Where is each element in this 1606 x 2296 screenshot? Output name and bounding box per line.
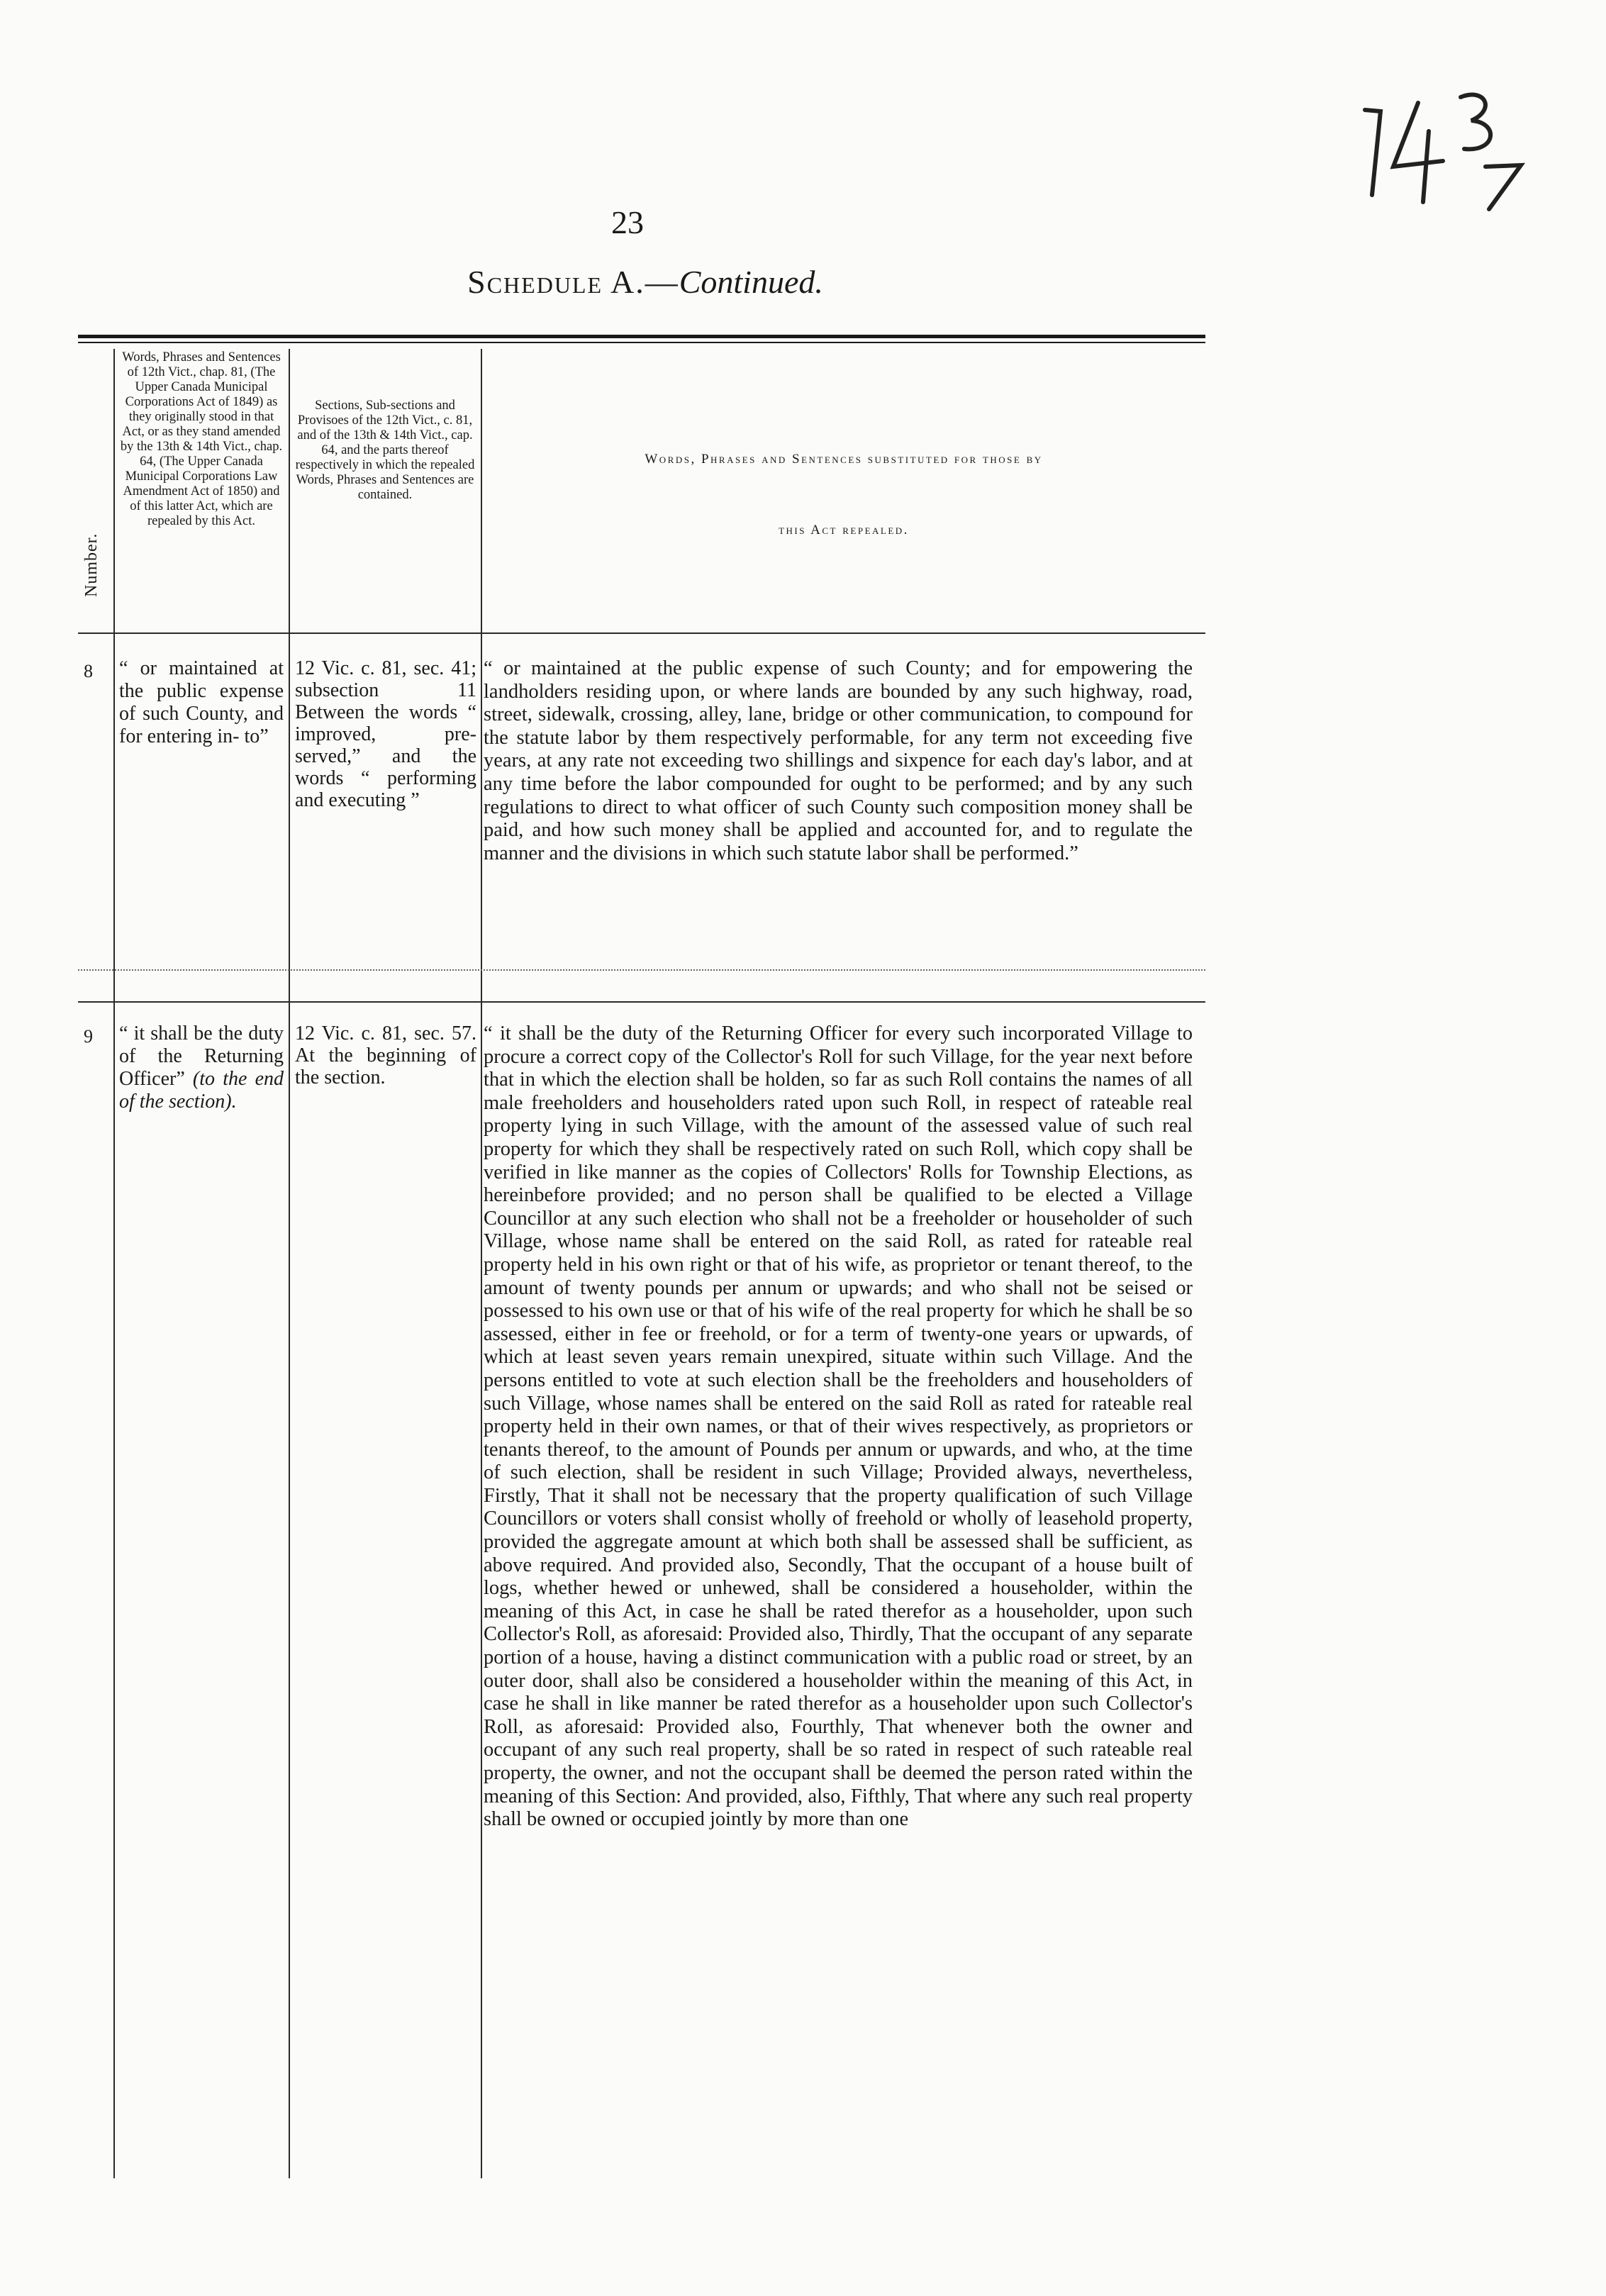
repealed-words-tail: (to the end of the section). (119, 1068, 284, 1113)
substituted-words-cell: “ it shall be the duty of the Returning Officer for every such incorporated Village to procure a correct copy of the Collector's Roll for such Village, for the year next before that in which the election shall be holden, so far as such Roll contains the names of all male freeholders and householders rated upon such Roll, in respect of rateable real property lying in such Village, with the amount of the assessed value of such real property for which they shall be respectively rated on such Roll, which copy shall be verified in like manner as the copies of Collectors' Rolls for Township Elections, as hereinbefore provided; and no person shall be qualified to be elected a Village Councillor at any such election who shall not be a freeholder or householder of such Village, whose name shall be entered on the said Roll, as rated for rateable real property held in his own right or that of his wife, as proprietor or tenant thereof, to the amount of twenty pounds per annum or upwards; and who shall not be seised or possessed to his own use or that of his wife of the real property for which he shall be so assessed, either in fee or freehold, or for a term of twenty-one years or upwards, of which at least seven years remain unexpired, situate within such Village. And the persons entitled to vote at such election shall be the freeholders and householders of such Village, whose names shall be entered on the said Roll as rated for rateable real property held in their own names, or that of their wives respectively, as proprietors or tenants thereof, to the amount of Pounds per annum or upwards, and who, at the time of such election, shall be resident in such Village; Provided always, nevertheless, Firstly, That it shall not be necessary that the property qualification of such Village Councillors or voters shall consist wholly of freehold or wholly of leasehold property, provided the aggregate amount at which both shall be assessed shall be sufficient, as above required. And provided also, Secondly, That the occupant of a house built of logs, whether hewed or unhewed, shall be considered a householder, within the meaning of this Act, in case he shall be rated therefor as a householder, upon such Collector's Roll, as aforesaid: Provided also, Thirdly, That the occupant of any separate portion of a house, having a distinct communication with a public road or street, by an outer door, shall also be considered a householder within the meaning of this Act, in case he shall in like manner be rated therefor as a householder upon such Collector's Roll, as aforesaid: Provided also, Fourthly, That whenever both the owner and occupant of any such real property, shall be so rated in respect of such rateable real property, the owner, and not the occupant shall be deemed the person rated within the meaning of this Section: And provided, also, Fifthly, That where any such real property shall be owned or occupied jointly by more than one (484, 1022, 1193, 1831)
header-rule (78, 632, 1205, 634)
column-divider (113, 349, 115, 2178)
page-number: 23 (611, 204, 644, 240)
table-top-rule-thin (78, 342, 1205, 343)
repealed-words-cell (119, 1022, 284, 1113)
heading-title: Schedule A.— (467, 264, 679, 300)
column-divider (289, 349, 290, 2178)
repealed-words-lead: “ it shall be the duty of the Returning Officer” (119, 1022, 284, 1090)
substituted-words-header-line1: Words, Phrases and Sentences substituted for those by (645, 452, 1043, 467)
schedule-table (78, 335, 1205, 2178)
row-separator (78, 969, 1205, 971)
sections-header: Sections, Sub-sections and Provisoes of the 12th Vict., c. 81, and of the 13th & 14th Vict., cap. 64, and the parts thereof respectively in which the repealed Words, Phrases and Sentences are contained. (295, 399, 475, 502)
schedule-heading (397, 262, 893, 302)
number-header-label: Number. (82, 533, 101, 597)
section-reference-cell: 12 Vic. c. 81, sec. 57. At the beginning of the section. (295, 1022, 476, 1088)
section-reference-cell: 12 Vic. c. 81, sec. 41; subsection 11 Between the words “ improved, pre- served,” and the words “ performing and executing ” (295, 657, 476, 811)
substituted-words-cell: “ or maintained at the public expense of such County; and for empowering the landholders residing upon, or where lands are bounded by any such highway, road, street, sidewalk, crossing, alley, lane, bridge or other communication, to compound for the statute labor by them respectively performable, for any term not exceeding five years, at any rate not exceeding two shillings and sixpence for each day's labor, and at any time before the labor compounded for ought to be performed; and by any such regulations to direct to what officer of such County such composition money shall be paid, and how such money shall be applied and accounted for, and to regulate the manner and the divisions in which such statute labor shall be performed.” (484, 657, 1193, 864)
substituted-words-header-line2: this Act repealed. (779, 523, 909, 537)
row-separator (78, 1001, 1205, 1003)
heading-continued: Continued. (679, 264, 823, 300)
repealed-words-cell: “ or maintained at the public expense of such County, and for entering in- to” (119, 657, 284, 747)
table-top-rule (78, 335, 1205, 338)
column-divider (481, 349, 482, 2178)
repealed-words-header: Words, Phrases and Sentences of 12th Vict., chap. 81, (The Upper Canada Municipal Corporations Act of 1849) as they originally stood in that Act, or as they stand amended by the 13th & 14th Vict., chap. 64, (The Upper Canada Municipal Corporations Law Amendment Act of 1850) and of this latter Act, which are repealed by this Act. (120, 350, 283, 528)
row-number: 8 (84, 661, 93, 681)
handwritten-folio-number (1344, 82, 1556, 213)
row-number: 9 (84, 1026, 93, 1047)
